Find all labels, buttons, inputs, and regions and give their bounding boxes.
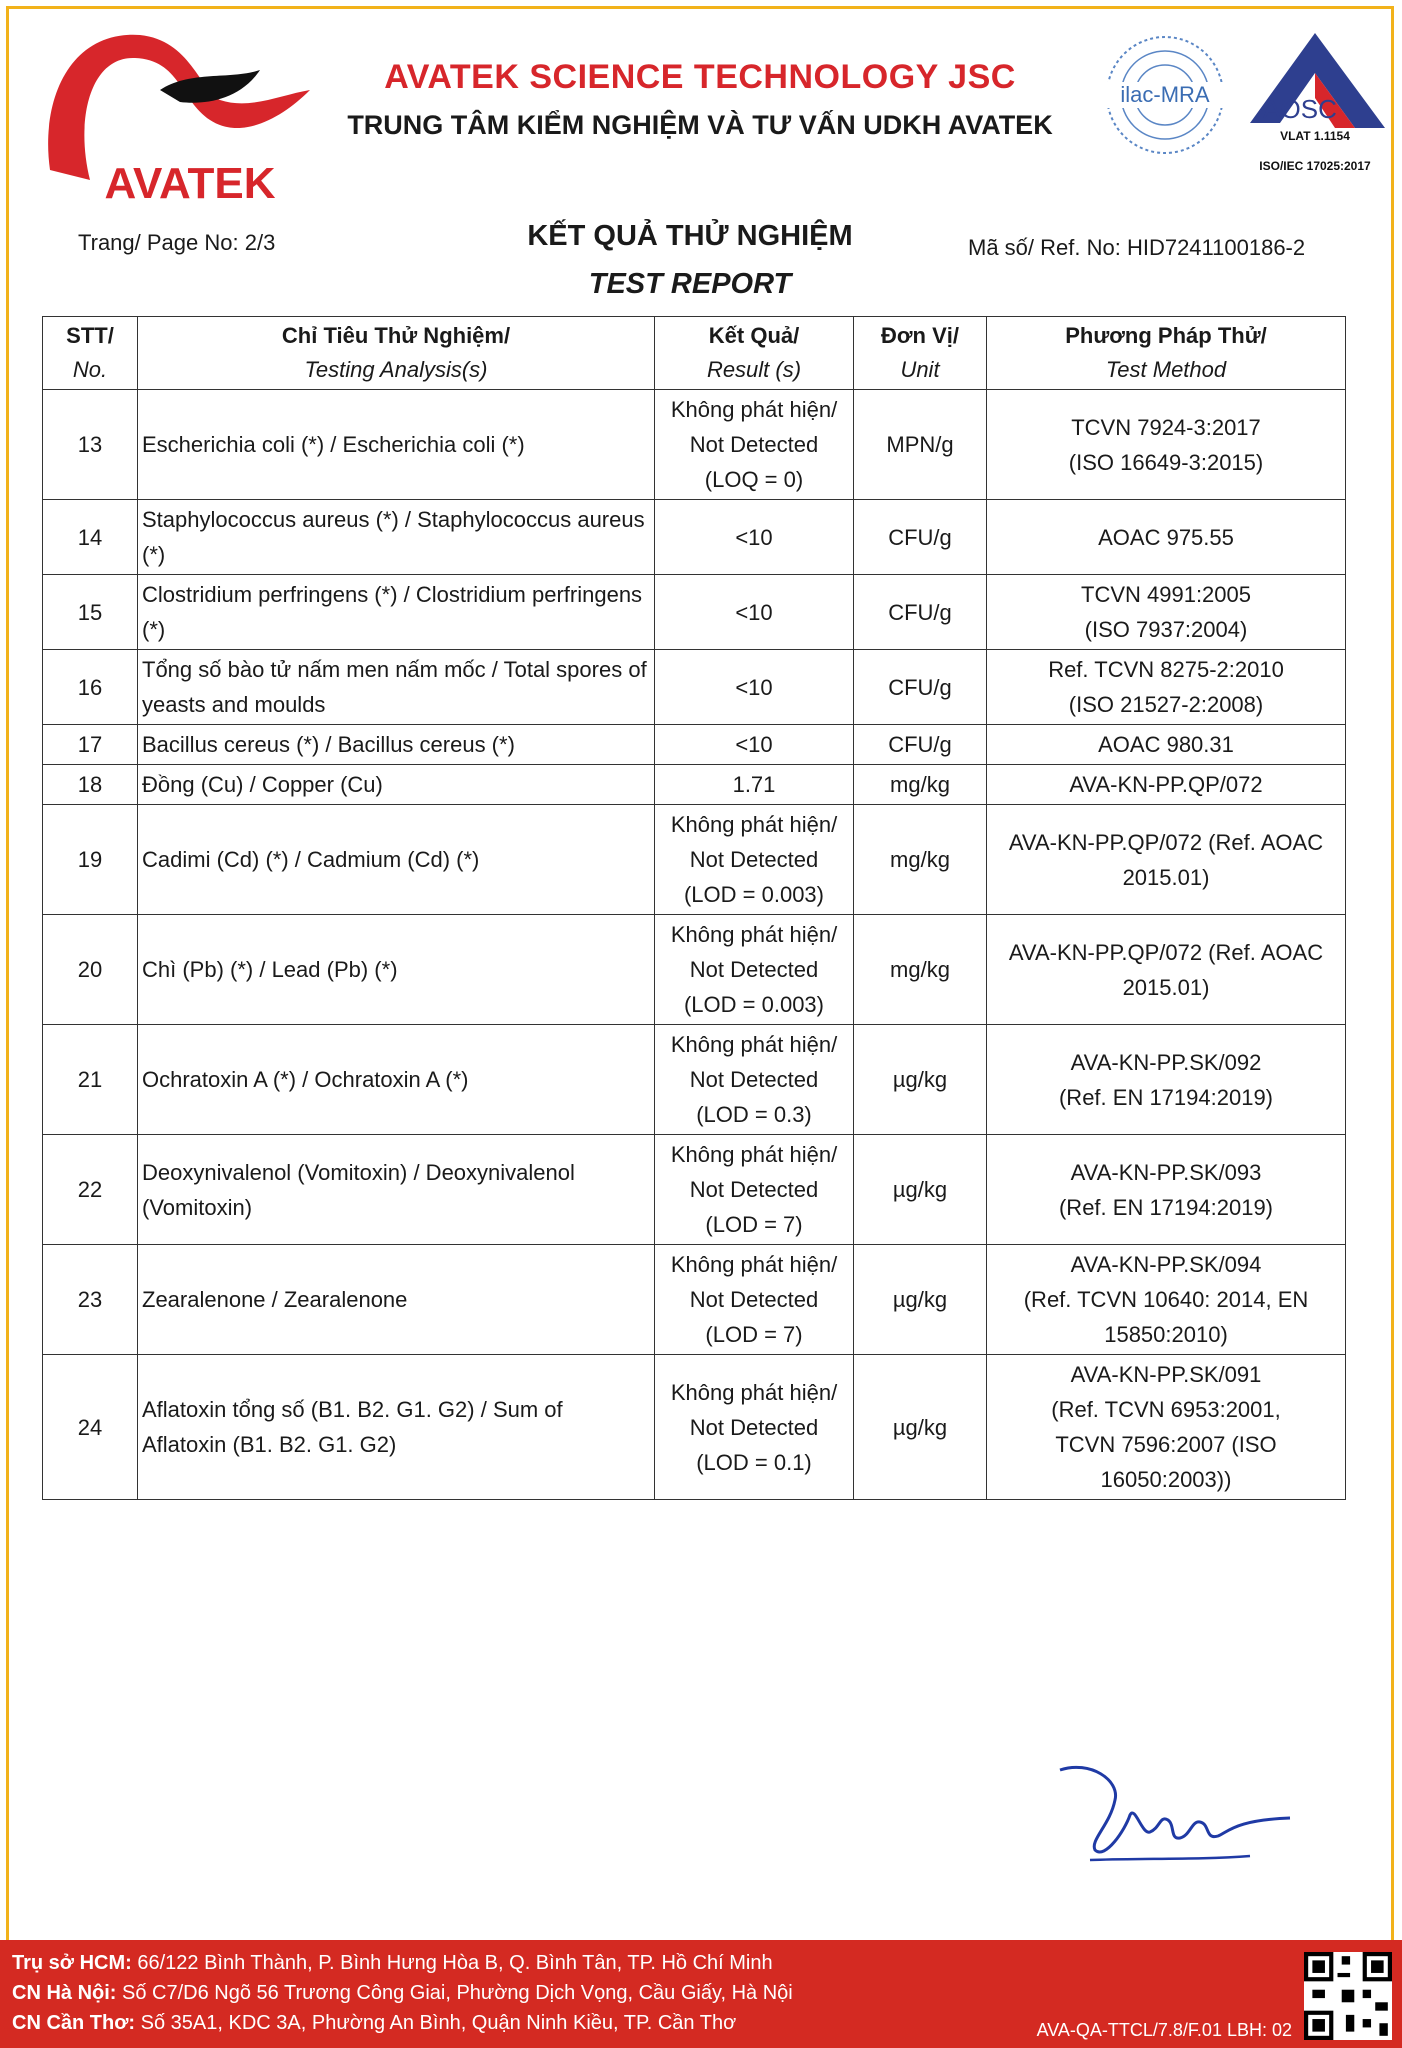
result-line: Not Detected xyxy=(689,432,819,457)
header-result: Kết Quả/ Result (s) xyxy=(655,317,854,390)
method-line: 2015.01) xyxy=(1122,974,1210,1000)
method-line: (ISO 7937:2004) xyxy=(1084,617,1248,642)
cell-stt: 13 xyxy=(43,390,138,500)
table-row xyxy=(43,575,1346,650)
result-line: 1.71 xyxy=(732,772,776,797)
result-line: (LOD = 7) xyxy=(705,1322,803,1347)
cell-result xyxy=(655,1355,854,1500)
cell-analysis: Staphylococcus aureus (*) / Staphylococcus aureus (*) xyxy=(138,500,655,575)
method-line: AVA-KN-PP.SK/093 xyxy=(1070,1159,1262,1185)
method-line: TCVN 7924-3:2017 xyxy=(1071,414,1261,440)
method-line: 15850:2010) xyxy=(1104,1322,1228,1347)
table-row xyxy=(43,1355,1346,1500)
method-line: AOAC 980.31 xyxy=(1098,732,1234,757)
signature xyxy=(1050,1760,1300,1870)
result-line: (LOD = 0.3) xyxy=(696,1102,812,1127)
table-row xyxy=(43,1135,1346,1245)
cell-method xyxy=(987,915,1346,1025)
svg-text:ISO/IEC 17025:2017: ISO/IEC 17025:2017 xyxy=(1259,159,1371,173)
result-line: Không phát hiện/ xyxy=(670,397,838,422)
method-line: AVA-KN-PP.QP/072 (Ref. AOAC xyxy=(1008,939,1324,965)
form-code: AVA-QA-TTCL/7.8/F.01 LBH: 02 xyxy=(1036,2020,1292,2040)
cell-unit: CFU/g xyxy=(854,650,987,725)
cell-method xyxy=(987,1025,1346,1135)
results-table xyxy=(42,316,1346,1500)
qr-code xyxy=(1304,1952,1392,2040)
avatek-logo xyxy=(30,10,320,210)
cell-stt: 23 xyxy=(43,1245,138,1355)
method-line: TCVN 4991:2005 xyxy=(1081,582,1251,607)
cell-stt: 15 xyxy=(43,575,138,650)
cell-analysis: Ochratoxin A (*) / Ochratoxin A (*) xyxy=(138,1025,655,1135)
method-line: AOAC 975.55 xyxy=(1098,524,1234,550)
cell-unit: mg/kg xyxy=(854,765,987,805)
aosc-logo xyxy=(1240,28,1390,178)
header-unit: Đơn Vị/ Unit xyxy=(854,317,987,390)
cell-result xyxy=(655,575,854,650)
cell-analysis: Cadimi (Cd) (*) / Cadmium (Cd) (*) xyxy=(138,805,655,915)
cell-unit: mg/kg xyxy=(854,915,987,1025)
svg-text:AVATEK: AVATEK xyxy=(104,159,276,208)
report-title-en: TEST REPORT xyxy=(588,268,792,300)
cell-unit: CFU/g xyxy=(854,500,987,575)
method-line: 2015.01) xyxy=(1122,864,1210,890)
method-line: AVA-KN-PP.QP/072 (Ref. AOAC xyxy=(1008,829,1324,855)
result-line: (LOD = 0.003) xyxy=(683,882,824,907)
cell-unit: µg/kg xyxy=(854,1135,987,1245)
method-line: AVA-KN-PP.SK/094 xyxy=(1070,1252,1262,1277)
method-line: (ISO 16649-3:2015) xyxy=(1068,449,1264,475)
cell-method xyxy=(987,1135,1346,1245)
cell-unit: µg/kg xyxy=(854,1245,987,1355)
cell-result xyxy=(655,1025,854,1135)
cell-result xyxy=(655,390,854,500)
cell-stt: 24 xyxy=(43,1355,138,1500)
cell-stt: 21 xyxy=(43,1025,138,1135)
footer-ct-address: CN Cần Thơ: Số 35A1, KDC 3A, Phường An Bình, Quận Ninh Kiều, TP. Cần Thơ xyxy=(12,2012,737,2034)
cell-method xyxy=(987,725,1346,765)
company-subtitle: TRUNG TÂM KIỂM NGHIỆM VÀ TƯ VẤN UDKH AVATEK xyxy=(347,110,1053,140)
cell-analysis: Bacillus cereus (*) / Bacillus cereus (*) xyxy=(138,725,655,765)
cell-stt: 22 xyxy=(43,1135,138,1245)
result-line: <10 xyxy=(735,674,773,700)
result-line: Không phát hiện/ xyxy=(670,1142,838,1167)
method-line: 16050:2003)) xyxy=(1100,1467,1232,1492)
method-line: (ISO 21527-2:2008) xyxy=(1068,692,1264,717)
cell-result xyxy=(655,1245,854,1355)
method-line: AVA-KN-PP.QP/072 xyxy=(1069,772,1263,797)
table-row xyxy=(43,390,1346,500)
cell-result xyxy=(655,805,854,915)
cell-stt: 16 xyxy=(43,650,138,725)
cell-result xyxy=(655,650,854,725)
footer xyxy=(0,1940,1402,2048)
table-row xyxy=(43,805,1346,915)
result-line: Not Detected xyxy=(689,1177,819,1202)
table-row xyxy=(43,765,1346,805)
cell-analysis: Aflatoxin tổng số (B1. B2. G1. G2) / Sum of Aflatoxin (B1. B2. G1. G2) xyxy=(138,1355,655,1500)
cell-method xyxy=(987,390,1346,500)
result-line: <10 xyxy=(735,524,773,550)
table-row xyxy=(43,725,1346,765)
cell-unit: MPN/g xyxy=(854,390,987,500)
cell-analysis: Chì (Pb) (*) / Lead (Pb) (*) xyxy=(138,915,655,1025)
cell-method xyxy=(987,650,1346,725)
result-line: (LOQ = 0) xyxy=(704,467,804,492)
result-line: <10 xyxy=(735,599,773,625)
result-line: Not Detected xyxy=(689,1414,819,1440)
method-line: (Ref. EN 17194:2019) xyxy=(1058,1084,1274,1110)
cell-stt: 17 xyxy=(43,725,138,765)
table-row xyxy=(43,1025,1346,1135)
cell-analysis: Clostridium perfringens (*) / Clostridium perfringens (*) xyxy=(138,575,655,650)
cell-method xyxy=(987,500,1346,575)
cell-result xyxy=(655,500,854,575)
report-title-vi: KẾT QUẢ THỬ NGHIỆM xyxy=(527,220,853,252)
table-row xyxy=(43,650,1346,725)
svg-text:VLAT 1.1154: VLAT 1.1154 xyxy=(1280,129,1350,143)
method-line: (Ref. TCVN 6953:2001, xyxy=(1051,1397,1281,1422)
page-number: Trang/ Page No: 2/3 xyxy=(78,230,276,255)
cell-stt: 20 xyxy=(43,915,138,1025)
cell-analysis: Đồng (Cu) / Copper (Cu) xyxy=(138,765,655,805)
header-stt: STT/ No. xyxy=(43,317,138,390)
cell-unit: CFU/g xyxy=(854,575,987,650)
table-row xyxy=(43,1245,1346,1355)
result-line: Không phát hiện/ xyxy=(670,922,838,947)
method-line: AVA-KN-PP.SK/091 xyxy=(1070,1362,1262,1387)
cell-method xyxy=(987,805,1346,915)
ilac-mra-logo xyxy=(1100,30,1230,160)
result-line: Not Detected xyxy=(689,1287,819,1312)
cell-result xyxy=(655,765,854,805)
result-line: Not Detected xyxy=(689,957,819,982)
header-method: Phương Pháp Thử/ Test Method xyxy=(987,317,1346,390)
cell-analysis: Deoxynivalenol (Vomitoxin) / Deoxynivalenol (Vomitoxin) xyxy=(138,1135,655,1245)
cell-unit: mg/kg xyxy=(854,805,987,915)
method-line: (Ref. TCVN 10640: 2014, EN xyxy=(1023,1287,1309,1312)
result-line: (LOD = 0.003) xyxy=(683,992,824,1017)
cell-stt: 19 xyxy=(43,805,138,915)
header-analysis: Chỉ Tiêu Thử Nghiệm/ Testing Analysis(s) xyxy=(138,317,655,390)
method-line: Ref. TCVN 8275-2:2010 xyxy=(1048,657,1284,682)
result-line: <10 xyxy=(735,732,773,757)
table-row xyxy=(43,915,1346,1025)
cell-result xyxy=(655,1135,854,1245)
result-line: Không phát hiện/ xyxy=(670,812,838,837)
cell-unit: µg/kg xyxy=(854,1355,987,1500)
footer-hn-address: CN Hà Nội: Số C7/D6 Ngõ 56 Trương Công Giai, Phường Dịch Vọng, Cầu Giấy, Hà Nội xyxy=(12,1982,793,2004)
cell-method xyxy=(987,765,1346,805)
result-line: Không phát hiện/ xyxy=(670,1252,838,1277)
result-line: (LOD = 7) xyxy=(705,1212,803,1237)
result-line: Not Detected xyxy=(689,847,819,872)
cell-result xyxy=(655,725,854,765)
cell-analysis: Tổng số bào tử nấm men nấm mốc / Total spores of yeasts and moulds xyxy=(138,650,655,725)
cell-method xyxy=(987,1355,1346,1500)
result-line: Không phát hiện/ xyxy=(670,1379,838,1405)
result-line: Not Detected xyxy=(689,1067,819,1092)
svg-text:AOSC: AOSC xyxy=(1263,94,1337,124)
company-name: AVATEK SCIENCE TECHNOLOGY JSC xyxy=(384,58,1016,96)
result-line: (LOD = 0.1) xyxy=(696,1449,812,1475)
method-line: (Ref. EN 17194:2019) xyxy=(1058,1194,1274,1220)
method-line: TCVN 7596:2007 (ISO xyxy=(1055,1432,1277,1457)
cell-result xyxy=(655,915,854,1025)
method-line: AVA-KN-PP.SK/092 xyxy=(1070,1049,1262,1075)
svg-text:ilac-MRA: ilac-MRA xyxy=(1120,82,1210,107)
table-row xyxy=(43,500,1346,575)
cell-analysis: Zearalenone / Zearalenone xyxy=(138,1245,655,1355)
result-line: Không phát hiện/ xyxy=(670,1032,838,1057)
cell-method xyxy=(987,575,1346,650)
cell-stt: 14 xyxy=(43,500,138,575)
cell-stt: 18 xyxy=(43,765,138,805)
cell-method xyxy=(987,1245,1346,1355)
cell-unit: µg/kg xyxy=(854,1025,987,1135)
cell-unit: CFU/g xyxy=(854,725,987,765)
footer-hcm-address: Trụ sở HCM: 66/122 Bình Thành, P. Bình Hưng Hòa B, Q. Bình Tân, TP. Hồ Chí Minh xyxy=(12,1952,773,1974)
cell-analysis: Escherichia coli (*) / Escherichia coli (*) xyxy=(138,390,655,500)
table-header-row xyxy=(43,317,1346,390)
reference-number: Mã số/ Ref. No: HID7241100186-2 xyxy=(968,235,1306,260)
